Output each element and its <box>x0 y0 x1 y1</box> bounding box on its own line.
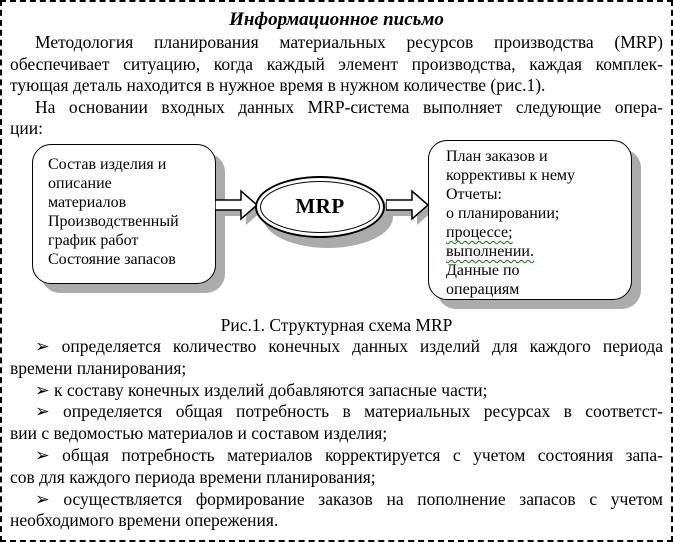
bullet-item <box>10 489 663 533</box>
bullet-line: необходимого времени опережения. <box>10 510 279 531</box>
paragraph-line: обеспечивает ситуацию, когда каждый элемент производства, каждая комплек- <box>10 53 663 74</box>
paragraph-line: тующая деталь находится в нужное время в нужном количестве (рис.1). <box>10 75 546 96</box>
output-box-line: Данные по <box>446 261 520 279</box>
output-box-line: о планировании; <box>446 204 560 222</box>
output-box-line: коррективы к нему <box>446 166 576 184</box>
bullet-line: ➢ определяется количество конечных данных изделий для каждого периода <box>35 335 663 356</box>
diagram-output-box <box>428 140 632 300</box>
input-box-line: Состояние запасов <box>48 250 176 268</box>
input-box-line: Производственный <box>48 212 179 230</box>
paragraph-line: ции: <box>10 118 43 139</box>
page-title: Информационное письмо <box>229 9 444 30</box>
input-box-line: Состав изделия и <box>48 155 167 173</box>
diagram-mrp-ellipse-inner <box>260 181 380 233</box>
bullet-line: времени планирования; <box>10 357 187 378</box>
mrp-diagram <box>10 140 663 310</box>
operations-lead-paragraph <box>10 97 663 140</box>
diagram-input-box <box>32 144 216 284</box>
output-box-line-misspelled: процессе; <box>446 223 513 241</box>
input-box-line: материалов <box>48 193 127 211</box>
bullet-item <box>10 380 663 402</box>
bullet-list <box>10 336 663 532</box>
output-box-line: План заказов и <box>446 147 548 165</box>
output-box-line-misspelled: выполнении. <box>446 242 534 260</box>
bullet-line: ➢ определяется общая потребность в материальных ресурсах в соответст- <box>35 401 663 422</box>
bullet-line: сов для каждого периода времени планирования; <box>10 466 376 487</box>
output-box-line: Отчеты: <box>446 185 502 203</box>
output-box-line: операциям <box>446 280 520 298</box>
bullet-line: ➢ общая потребность материалов корректируется с учетом состояния запа- <box>35 444 663 465</box>
figure-caption: Рис.1. Структурная схема MRP <box>220 314 453 335</box>
paragraph-line: На основании входных данных MRP-система выполняет следующие опера- <box>35 96 663 117</box>
bullet-item <box>10 336 663 380</box>
intro-paragraph <box>10 32 663 97</box>
bullet-line: вии с ведомостью материалов и составом изделия; <box>10 423 388 444</box>
bullet-line: ➢ к составу конечных изделий добавляются запасные части; <box>35 379 488 400</box>
bullet-line: ➢ осуществляется формирование заказов на пополнение запасов с учетом <box>35 488 663 509</box>
bullet-item <box>10 401 663 445</box>
input-box-line: описание <box>48 174 112 192</box>
bullet-item <box>10 445 663 489</box>
mrp-label: MRP <box>295 194 345 219</box>
input-box-line: график работ <box>48 231 139 249</box>
paragraph-line: Методология планирования материальных ресурсов производства (MRP) <box>35 32 663 52</box>
diagram-mrp-ellipse <box>255 176 385 238</box>
